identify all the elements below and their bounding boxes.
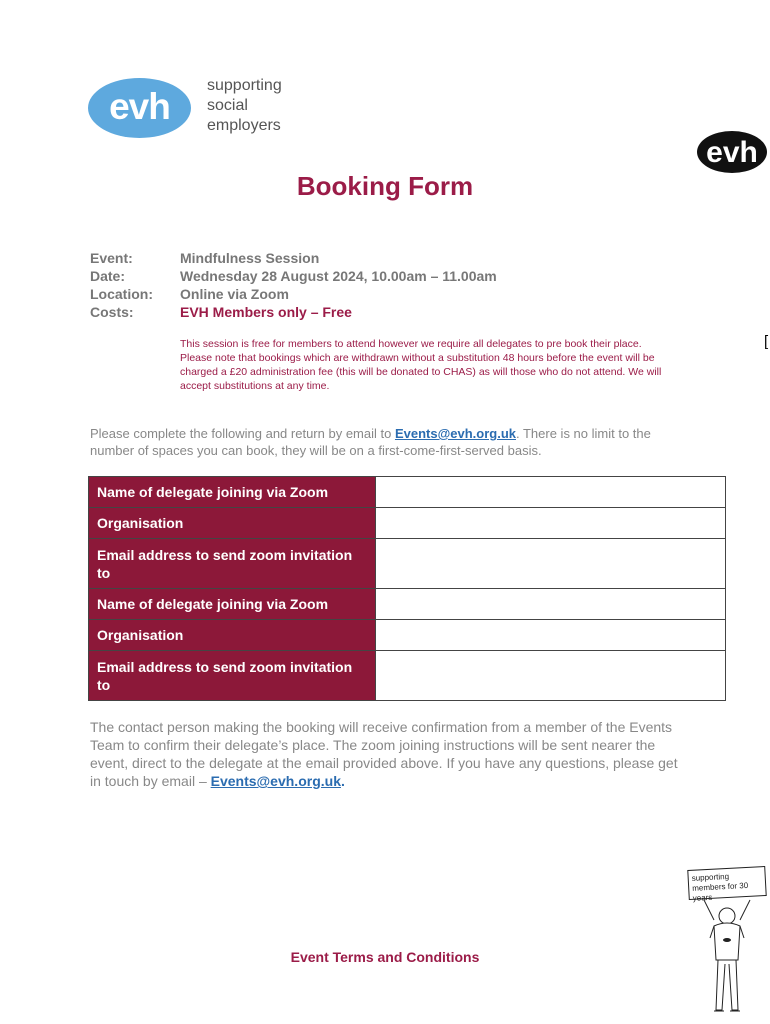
organisation-label: Organisation (89, 620, 376, 651)
date-value: Wednesday 28 August 2024, 10.00am – 11.00am (180, 268, 497, 284)
corner-evh-logo-mark: evh (706, 136, 758, 169)
event-value: Mindfulness Session (180, 250, 320, 266)
mascot-sign: supporting members for 30 years (687, 866, 766, 900)
event-label: Event: (90, 250, 133, 266)
delegate-name-label: Name of delegate joining via Zoom (89, 477, 376, 508)
date-label: Date: (90, 268, 126, 284)
location-label: Location: (90, 286, 153, 302)
delegate-name-input-1[interactable] (376, 477, 726, 508)
table-row (89, 539, 726, 589)
location-value: Online via Zoom (180, 286, 289, 302)
delegate-name-input-2[interactable] (376, 589, 726, 620)
email-label: Email address to send zoom invitation to (89, 651, 376, 701)
tagline-line-2: social (207, 97, 248, 114)
table-row (89, 508, 726, 539)
evh-logo-tagline (207, 76, 282, 136)
organisation-input-2[interactable] (376, 620, 726, 651)
tagline-line-1: supporting (207, 77, 282, 94)
corner-evh-logo (696, 130, 768, 174)
events-email-link[interactable]: Events@evh.org.uk (394, 426, 516, 441)
evh-logo-oval (88, 78, 191, 138)
mascot-illustration (684, 860, 770, 1018)
intro-paragraph (90, 425, 680, 459)
organisation-input-1[interactable] (376, 508, 726, 539)
table-row (89, 477, 726, 508)
delegate-name-label: Name of delegate joining via Zoom (89, 589, 376, 620)
email-input-2[interactable] (376, 651, 726, 701)
closing-text-before: The contact person making the booking will receive confirmation from a member of the Events Team to confirm their delegate’s place. The zoom joining instructions will be sent nearer the event, direct to the delegate at the email provided above. If you have any questions, please get in touch by email – (90, 719, 678, 789)
terms-heading: Event Terms and Conditions (290, 949, 480, 965)
table-row (89, 651, 726, 701)
organisation-label: Organisation (89, 508, 376, 539)
tagline-line-3: employers (207, 117, 281, 134)
costs-label: Costs: (90, 304, 134, 320)
booking-table (88, 476, 726, 701)
email-input-1[interactable] (376, 539, 726, 589)
email-label: Email address to send zoom invitation to (89, 539, 376, 589)
evh-logo-mark: evh (109, 86, 170, 127)
table-row (89, 589, 726, 620)
intro-text-before: Please complete the following and return by email to (90, 426, 395, 441)
corner-evh-logo-graphic (696, 130, 768, 174)
closing-text-after: . (340, 773, 345, 789)
cancellation-note: This session is free for members to attend however we require all delegates to pre book their place. Please note that bookings which are withdrawn without a substitution 48 hours before the event will be charged a £20 administration fee (this will be donated to CHAS) as will those who do not attend. We will accept substitutions at any time. (180, 338, 662, 392)
margin-bracket: [ (764, 333, 769, 350)
intro-text-after: . There is no limit to the number of spaces you can book, they will be on a first-come-first-served basis. (90, 426, 651, 458)
page-title: Booking Form (296, 171, 474, 201)
closing-paragraph (90, 718, 680, 790)
costs-value: EVH Members only – Free (180, 304, 352, 320)
table-row (89, 620, 726, 651)
events-email-link-2[interactable]: Events@evh.org.uk (210, 773, 341, 789)
evh-logo (88, 76, 308, 140)
